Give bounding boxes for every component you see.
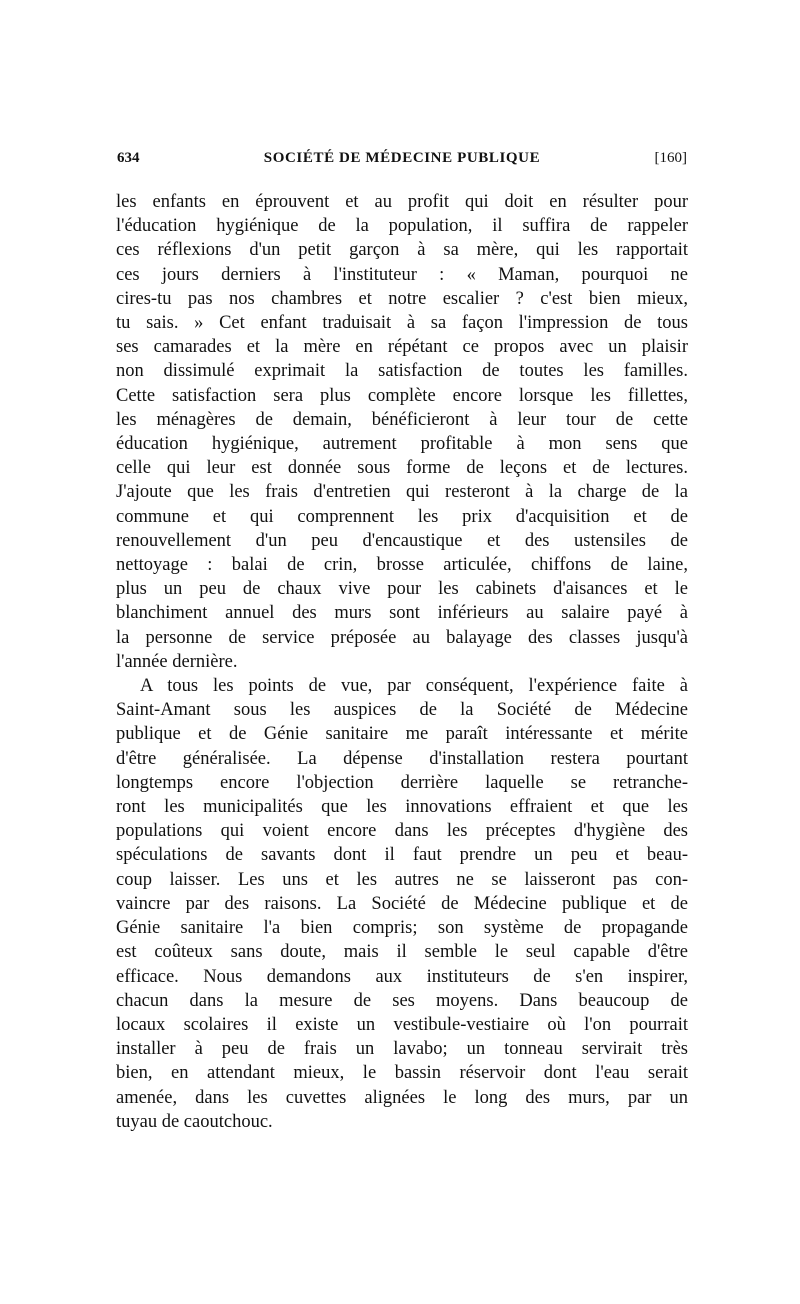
- text-line: vaincre par des raisons. La Société de Médecine publique et de: [116, 893, 688, 914]
- text-line: publique et de Génie sanitaire me paraît intéressante et mérite: [116, 724, 688, 745]
- text-line: Génie sanitaire l'a bien compris; son système de propagande: [116, 918, 688, 939]
- text-line: ces réflexions d'un petit garçon à sa mère, qui les rapportait: [116, 240, 688, 261]
- text-line: Saint-Amant sous les auspices de la Société de Médecine: [116, 700, 688, 721]
- text-line: A tous les points de vue, par conséquent, l'expérience faite à: [140, 676, 688, 697]
- page-number: 634: [117, 150, 140, 166]
- text-line: tu sais. » Cet enfant traduisait à sa façon l'impression de tous: [116, 313, 688, 334]
- text-line: commune et qui comprennent les prix d'acquisition et de: [116, 506, 688, 527]
- text-line: l'éducation hygiénique de la population, il suffira de rappeler: [116, 216, 688, 237]
- paragraph: [116, 190, 688, 674]
- text-line: est coûteux sans doute, mais il semble le seul capable d'être: [116, 942, 688, 963]
- text-line: ses camarades et la mère en répétant ce propos avec un plaisir: [116, 337, 688, 358]
- text-line: blanchiment annuel des murs sont inférieurs au salaire payé à: [116, 603, 688, 624]
- text-line: les enfants en éprouvent et au profit qui doit en résulter pour: [116, 192, 688, 212]
- text-line: installer à peu de frais un lavabo; un tonneau servirait très: [116, 1039, 688, 1060]
- text-line: populations qui voient encore dans les préceptes d'hygiène des: [116, 821, 688, 842]
- page-header: [117, 150, 687, 172]
- text-line: non dissimulé exprimait la satisfaction de toutes les familles.: [116, 361, 688, 382]
- text-line: coup laisser. Les uns et les autres ne se laisseront pas con-: [116, 869, 688, 890]
- text-line: amenée, dans les cuvettes alignées le long des murs, par un: [116, 1087, 688, 1108]
- text-line: Cette satisfaction sera plus complète encore lorsque les fillettes,: [116, 385, 688, 406]
- text-line: chacun dans la mesure de ses moyens. Dans beaucoup de: [116, 990, 688, 1011]
- text-line: efficace. Nous demandons aux instituteurs de s'en inspirer,: [116, 966, 688, 987]
- text-line: locaux scolaires il existe un vestibule-vestiaire où l'on pourrait: [116, 1014, 688, 1035]
- text-line: d'être généralisée. La dépense d'installation restera pourtant: [116, 748, 688, 769]
- text-line: les ménagères de demain, bénéficieront à leur tour de cette: [116, 409, 688, 430]
- text-line: celle qui leur est donnée sous forme de leçons et de lectures.: [116, 458, 688, 479]
- text-line: bien, en attendant mieux, le bassin réservoir dont l'eau serait: [116, 1063, 688, 1084]
- text-line: l'année dernière.: [116, 651, 238, 672]
- text-line: éducation hygiénique, autrement profitable à mon sens que: [116, 434, 688, 455]
- text-line: nettoyage : balai de crin, brosse articulée, chiffons de laine,: [116, 555, 688, 576]
- bracket-reference: [160]: [654, 150, 687, 166]
- text-line: tuyau de caoutchouc.: [116, 1111, 273, 1132]
- paragraph: [116, 674, 688, 1134]
- running-title: SOCIÉTÉ DE MÉDECINE PUBLIQUE: [263, 150, 541, 166]
- text-line: ces jours derniers à l'instituteur : « Maman, pourquoi ne: [116, 264, 688, 285]
- body-text: [116, 190, 688, 1134]
- text-line: cires-tu pas nos chambres et notre escalier ? c'est bien mieux,: [116, 288, 688, 309]
- text-line: plus un peu de chaux vive pour les cabinets d'aisances et le: [116, 579, 688, 600]
- text-line: J'ajoute que les frais d'entretien qui resteront à la charge de la: [116, 482, 688, 503]
- text-line: renouvellement d'un peu d'encaustique et des ustensiles de: [116, 530, 688, 551]
- text-line: ront les municipalités que les innovations effraient et que les: [116, 797, 688, 818]
- text-line: la personne de service préposée au balayage des classes jusqu'à: [116, 627, 688, 648]
- text-line: longtemps encore l'objection derrière laquelle se retranche-: [116, 772, 688, 793]
- text-line: spéculations de savants dont il faut prendre un peu et beau-: [116, 845, 688, 866]
